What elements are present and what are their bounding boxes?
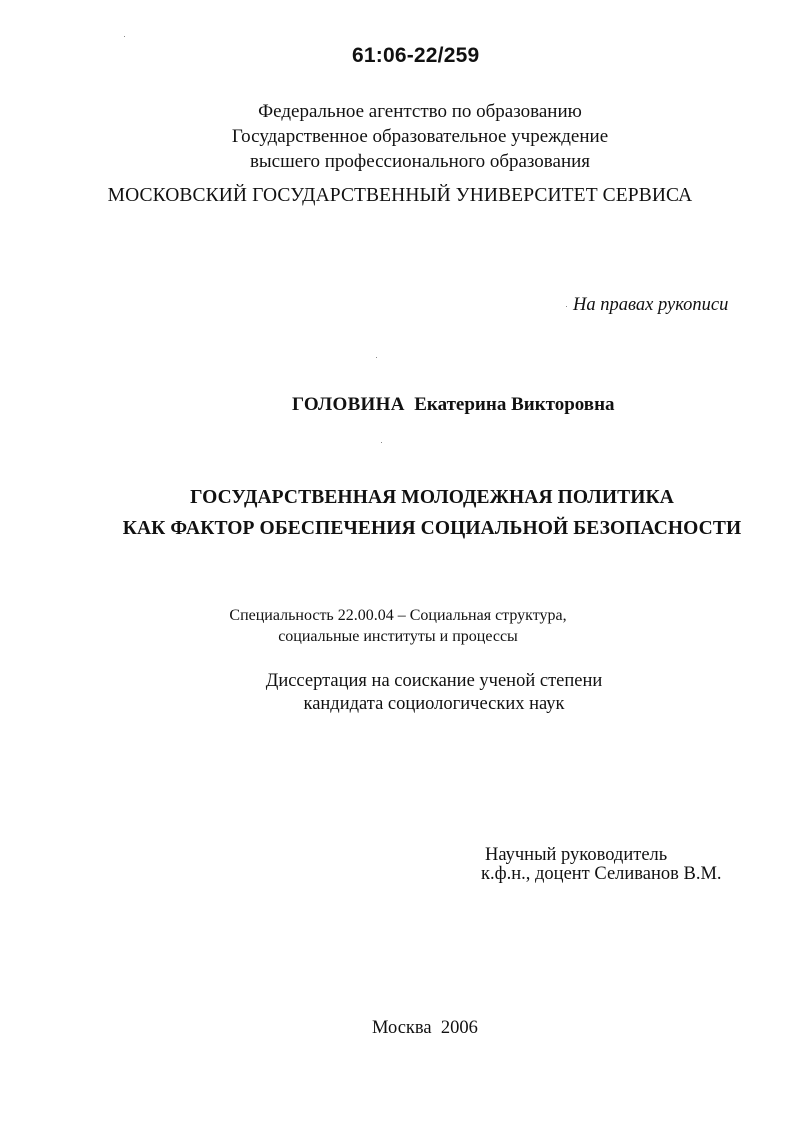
rights-note: На правах рукописи xyxy=(573,295,729,315)
scan-speck xyxy=(566,306,567,307)
agency-line: высшего профессионального образования xyxy=(249,151,591,172)
agency-line: Государственное образовательное учреждение xyxy=(231,126,609,147)
scan-speck xyxy=(376,357,377,358)
degree-line: кандидата социологических наук xyxy=(303,694,565,714)
specialty-block xyxy=(0,605,796,647)
author-name xyxy=(292,394,615,416)
scan-speck xyxy=(124,36,125,37)
title-line: КАК ФАКТОР ОБЕСПЕЧЕНИЯ СОЦИАЛЬНОЙ БЕЗОПАСНОСТИ xyxy=(122,518,742,539)
title-line: ГОСУДАРСТВЕННАЯ МОЛОДЕЖНАЯ ПОЛИТИКА xyxy=(190,487,674,508)
degree-block xyxy=(36,670,796,716)
degree-line: Диссертация на соискание ученой степени xyxy=(265,671,603,691)
agency-block xyxy=(22,99,796,174)
city-year: Москва 2006 xyxy=(372,1018,478,1038)
advisor-label: Научный руководитель xyxy=(485,845,668,865)
scan-speck xyxy=(381,442,382,443)
agency-line: Федеральное агентство по образованию xyxy=(258,101,582,122)
author-surname: ГОЛОВИНА xyxy=(292,394,405,415)
specialty-line: социальные институты и процессы xyxy=(278,628,518,645)
call-number: 61:06-22/259 xyxy=(352,44,480,67)
advisor-name: к.ф.н., доцент Селиванов В.М. xyxy=(481,864,722,884)
specialty-line: Специальность 22.00.04 – Социальная структура, xyxy=(229,607,567,624)
author-given-names: Екатерина Викторовна xyxy=(414,394,615,415)
university-name: МОСКОВСКИЙ ГОСУДАРСТВЕННЫЙ УНИВЕРСИТЕТ СЕРВИСА xyxy=(107,185,693,206)
dissertation-title xyxy=(34,482,796,544)
